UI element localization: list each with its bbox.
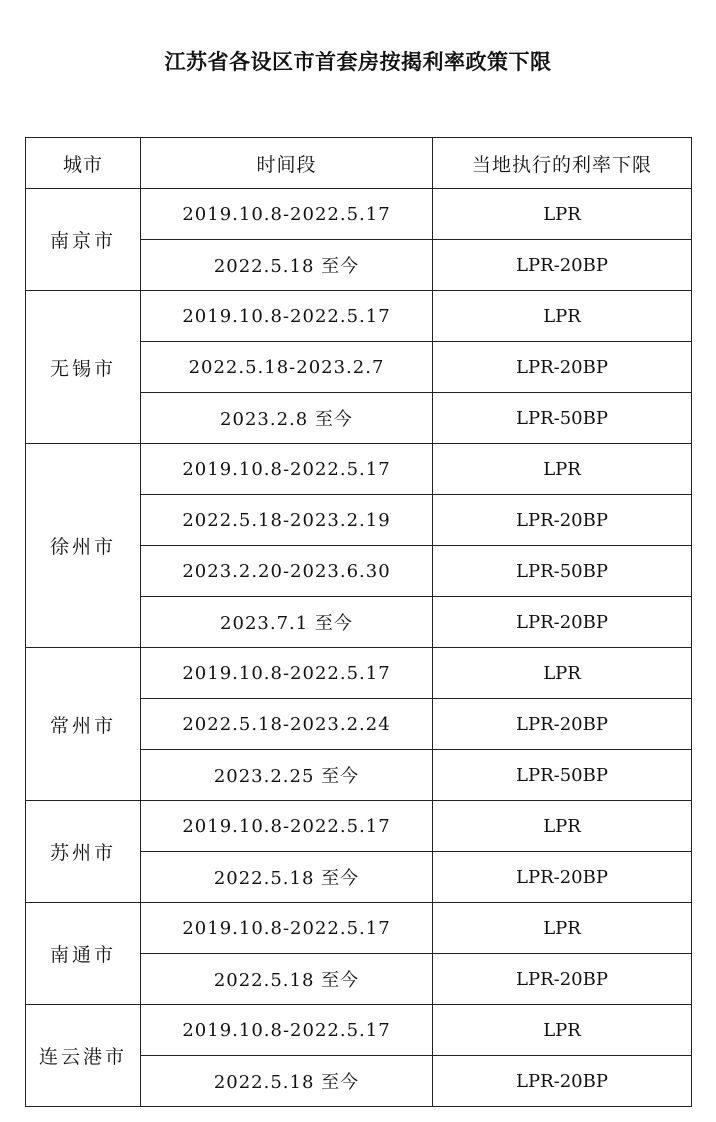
period-cell: 2022.5.18-2023.2.24 — [141, 699, 433, 750]
period-cell: 2023.7.1 至今 — [141, 597, 433, 648]
period-cell: 2019.10.8-2022.5.17 — [141, 648, 433, 699]
period-cell: 2019.10.8-2022.5.17 — [141, 189, 433, 240]
city-name-cell: 常州市 — [26, 648, 141, 801]
city-name-cell: 苏州市 — [26, 801, 141, 903]
table-body — [26, 189, 692, 1107]
table-row — [26, 801, 692, 852]
rate-floor-cell: LPR — [433, 903, 692, 954]
rate-floor-cell: LPR — [433, 801, 692, 852]
rate-floor-cell: LPR-20BP — [433, 495, 692, 546]
table-header — [26, 138, 692, 189]
rate-floor-cell: LPR-20BP — [433, 240, 692, 291]
rate-floor-cell: LPR-20BP — [433, 852, 692, 903]
period-cell: 2019.10.8-2022.5.17 — [141, 291, 433, 342]
city-name-cell: 南通市 — [26, 903, 141, 1005]
city-name-cell: 连云港市 — [26, 1005, 141, 1107]
period-cell: 2022.5.18 至今 — [141, 852, 433, 903]
period-cell: 2022.5.18 至今 — [141, 1056, 433, 1107]
table-row — [26, 1005, 692, 1056]
rate-floor-cell: LPR-20BP — [433, 954, 692, 1005]
city-name-cell: 南京市 — [26, 189, 141, 291]
table-row — [26, 291, 692, 342]
rate-floor-cell: LPR-50BP — [433, 750, 692, 801]
period-cell: 2022.5.18-2023.2.7 — [141, 342, 433, 393]
rate-table — [25, 137, 692, 1107]
rate-floor-cell: LPR-20BP — [433, 699, 692, 750]
table-row — [26, 444, 692, 495]
rate-floor-cell: LPR-20BP — [433, 342, 692, 393]
table-row — [26, 903, 692, 954]
table-row — [26, 648, 692, 699]
period-cell: 2019.10.8-2022.5.17 — [141, 801, 433, 852]
rate-floor-cell: LPR — [433, 648, 692, 699]
city-name-cell: 徐州市 — [26, 444, 141, 648]
header-period: 时间段 — [141, 138, 433, 189]
table-row — [26, 189, 692, 240]
rate-floor-cell: LPR — [433, 1005, 692, 1056]
rate-floor-cell: LPR — [433, 444, 692, 495]
page-title: 江苏省各设区市首套房按揭利率政策下限 — [164, 50, 552, 74]
period-cell: 2022.5.18 至今 — [141, 954, 433, 1005]
rate-floor-cell: LPR-50BP — [433, 546, 692, 597]
period-cell: 2019.10.8-2022.5.17 — [141, 444, 433, 495]
period-cell: 2019.10.8-2022.5.17 — [141, 903, 433, 954]
period-cell: 2019.10.8-2022.5.17 — [141, 1005, 433, 1056]
rate-floor-cell: LPR — [433, 189, 692, 240]
rate-floor-cell: LPR-20BP — [433, 597, 692, 648]
period-cell: 2022.5.18-2023.2.19 — [141, 495, 433, 546]
period-cell: 2023.2.8 至今 — [141, 393, 433, 444]
period-cell: 2023.2.20-2023.6.30 — [141, 546, 433, 597]
header-city: 城市 — [26, 138, 141, 189]
period-cell: 2023.2.25 至今 — [141, 750, 433, 801]
rate-floor-cell: LPR-20BP — [433, 1056, 692, 1107]
period-cell: 2022.5.18 至今 — [141, 240, 433, 291]
header-row — [26, 138, 692, 189]
rate-floor-cell: LPR-50BP — [433, 393, 692, 444]
header-rate-floor: 当地执行的利率下限 — [433, 138, 692, 189]
city-name-cell: 无锡市 — [26, 291, 141, 444]
rate-floor-cell: LPR — [433, 291, 692, 342]
